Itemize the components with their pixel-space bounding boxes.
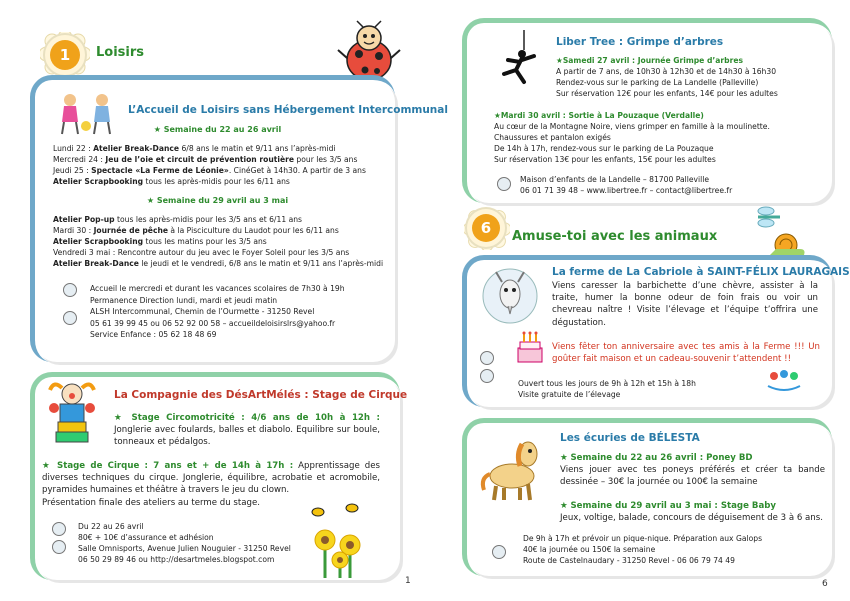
page-number: 1 [405,576,411,586]
belesta-title: Les écuries de BÉLESTA [560,432,700,444]
section-number-badge: 1 [50,40,80,70]
section-title: Amuse-toi avec les animaux [512,229,718,244]
alsh-week2-list [53,214,388,269]
list-item: Lundi 22 : Atelier Break-Dance 6/8 ans le matin et 9/11 ans l’après-midi [53,144,336,153]
clock-icon [492,545,506,559]
belesta-info: De 9h à 17h et prévoir un pique-nique. Préparation aux Galops 40€ la journée ou 150€ la semaine Route de Castelnaudary - 31250 Revel - 06 06 79 74 49 [523,534,763,565]
clock-icon [52,522,66,536]
magnifier-icon [63,311,77,325]
list-item: Jeudi 25 : Spectacle «La Ferme de Léonie». CinéGet à 14h30. A partir de 3 ans [53,166,366,175]
belesta-week1: ★ Semaine du 22 au 26 avril : Poney BD Viens jouer avec tes poneys préférés et créer ta bande dessinée – 30€ la journée ou 100€ la semaine [560,453,825,488]
libertree-event2: ★Mardi 30 avril : Sortie à La Pouzaque (Verdalle) Au cœur de la Montagne Noire, viens grimper en famille à la moulinette. Chaussures et pantalon exigés De 14h à 17h, rendez-vous sur le parking de La Pouzaque Sur réservation 13€ pour les enfants, 15€ pour les adultes [494,111,770,164]
list-item: Atelier Pop-up tous les après-midis pour les 3/5 ans et 6/11 ans [53,215,302,224]
clock-icon [63,283,77,297]
alsh-week2-label: ★ Semaine du 29 avril au 3 mai [146,196,289,205]
list-item: Atelier Scrapbooking tous les matins pour les 3/5 ans [53,237,267,246]
cirque-stage1: ★ Stage Circomotricité : 4/6 ans de 10h à 12h : Jonglerie avec foulards, balles et diabolo. Equilibre sur boule, tonneaux et pédalgos. [114,413,380,448]
list-item: Mercredi 24 : Jeu de l’oie et circuit de prévention routière pour les 3/5 ans [53,155,358,164]
clock-icon [480,351,494,365]
alsh-title: L’Accueil de Loisirs sans Hébergement Intercommunal [128,104,448,116]
cirque-title: La Compagnie des DésArtMélés : Stage de Cirque [114,389,408,401]
clown-icon [44,380,100,450]
cabriole-birthday: Viens fêter ton anniversaire avec tes amis à la Ferme !!! Un goûter fait maison et un cadeau-souvenir t’attendent !! [552,342,820,365]
belesta-week2: ★ Semaine du 29 avril au 3 mai : Stage Baby Jeux, voltige, balade, concours de déguisement de 3 à 6 ans. [560,501,823,524]
alsh-week1-list [53,143,383,187]
cabriole-info: Ouvert tous les jours de 9h à 12h et 15h à 18h Visite gratuite de l’élevage [518,379,696,399]
section-number-badge: 6 [472,214,500,242]
famille-plus-logo [764,366,804,400]
libertree-info: Maison d’enfants de la Landelle – 81700 Palleville 06 01 71 39 48 – www.libertree.fr – contact@libertree.fr [520,175,733,195]
cabriole-title: La ferme de La Cabriole à SAINT-FÉLIX LAURAGAIS [552,266,850,278]
list-item: Atelier Break-Dance le jeudi et le vendredi, 6/8 ans le matin et 9/11 ans l’après-midi [53,259,384,268]
magnifier-icon [52,540,66,554]
climber-icon [494,30,540,90]
alsh-week1-label: ★ Semaine du 22 au 26 avril [153,125,282,134]
list-item: Mardi 30 : Journée de pêche à la Pisciculture du Laudot pour les 6/11 ans [53,226,339,235]
alsh-info: Accueil le mercredi et durant les vacances scolaires de 7h30 à 19h Permanence Direction lundi, mardi et jeudi matin ALSH Intercommunal, Chemin de l’Ourmette - 31250 Revel 05 61 39 99 45 ou 06 52 92 00 58 – accueildeloisirslrs@yahoo.fr Service Enfance : 05 62 18 48 69 [90,284,345,339]
section-title: Loisirs [96,45,145,60]
list-item: Vendredi 3 mai : Rencontre autour du jeu avec le Foyer Soleil pour les 3/5 ans [53,248,350,257]
cirque-info: Du 22 au 26 avril 80€ + 10€ d’assurance et adhésion Salle Omnisports, Avenue Julien Nouguier - 31250 Revel 06 50 29 89 46 ou http://desartmeles.blogspot.com [78,522,291,564]
libertree-title: Liber Tree : Grimpe d’arbres [556,36,724,48]
magnifier-icon [480,369,494,383]
list-item: Atelier Scrapbooking tous les après-midis pour les 6/11 ans [53,177,290,186]
cabriole-text: Viens caresser la barbichette d’une chèvre, assister à la traite, humer la bonne odeur de foin frais ou voir un chevreau naître ! Visite l’élevage et l’équipe t’offrira une dégustation. [552,281,818,328]
goat-icon [482,266,538,330]
magnifier-icon [497,177,511,191]
page-number: 6 [822,579,828,589]
pony-icon [476,434,546,508]
cirque-stage2: ★ Stage de Cirque : 7 ans et + de 14h à 17h : Apprentissage des diverses techniques du cirque. Jonglerie, équilibre, acrobatie et acromobile, pyramides humaines et théâtre à travers le jeu du clown. Présentation finale des ateliers au terme du stage. [42,461,380,508]
flowers-bees-icon [300,500,380,584]
libertree-event1: ★Samedi 27 avril : Journée Grimpe d’arbres A partir de 7 ans, de 10h30 à 12h30 et de 14h30 à 16h30 Rendez-vous sur le parking de La Landelle (Palleville) Sur réservation 12€ pour les enfants, 14€ pour les adultes [556,56,778,98]
kids-playing-icon [56,92,120,140]
dragonfly-snail-icon [750,203,808,263]
birthday-cake-icon [512,330,548,370]
